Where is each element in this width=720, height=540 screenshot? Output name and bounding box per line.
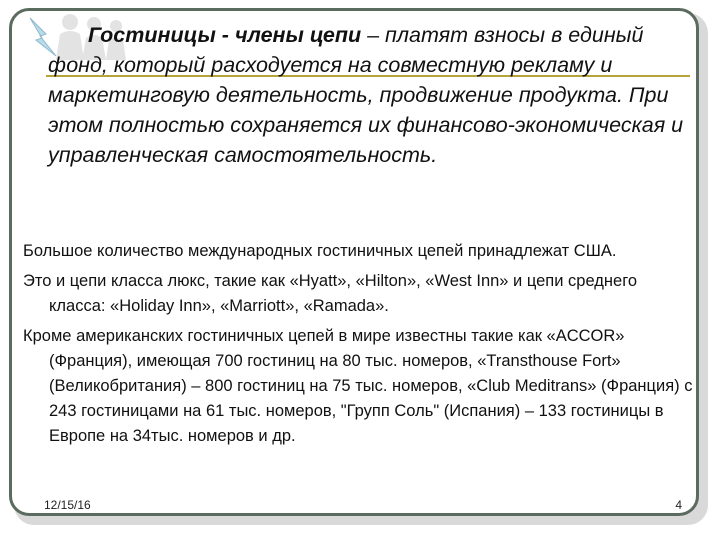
slide-title	[48, 20, 690, 170]
title-lead: Гостиницы - члены цепи	[88, 23, 362, 47]
body-paragraph: Это и цепи класса люкс, такие как «Hyatt», «Hilton», «West Inn» и цепи среднего класса: «Holiday Inn», «Marriott», «Ramada».	[23, 272, 638, 315]
slide-body	[23, 239, 695, 454]
body-paragraph: Большое количество международных гостиничных цепей принадлежат США.	[23, 242, 617, 260]
page-number: 4	[675, 498, 682, 512]
body-paragraph: Кроме американских гостиничных цепей в мире известны такие как «ACCOR» (Франция), имеющая 700 гостиниц на 80 тыс. номеров, «Transthouse Fort» (Великобритания) – 800 гостиниц на 75 тыс. номеров, «Club Meditrans» (Франция) с 243 гостиницами на 61 тыс. номеров, "Групп Соль" (Испания) – 133 гостиницы в Европе на 34тыс. номеров и др.	[23, 327, 693, 445]
footer-date: 12/15/16	[44, 498, 91, 512]
title-rest: – платят взносы в единый фонд, который расходуется на совместную рекламу и маркетинговую деятельность, продвижение продукта. При этом полностью сохраняется их финансово-экономическая и управленческая самостоятельность.	[48, 23, 684, 167]
